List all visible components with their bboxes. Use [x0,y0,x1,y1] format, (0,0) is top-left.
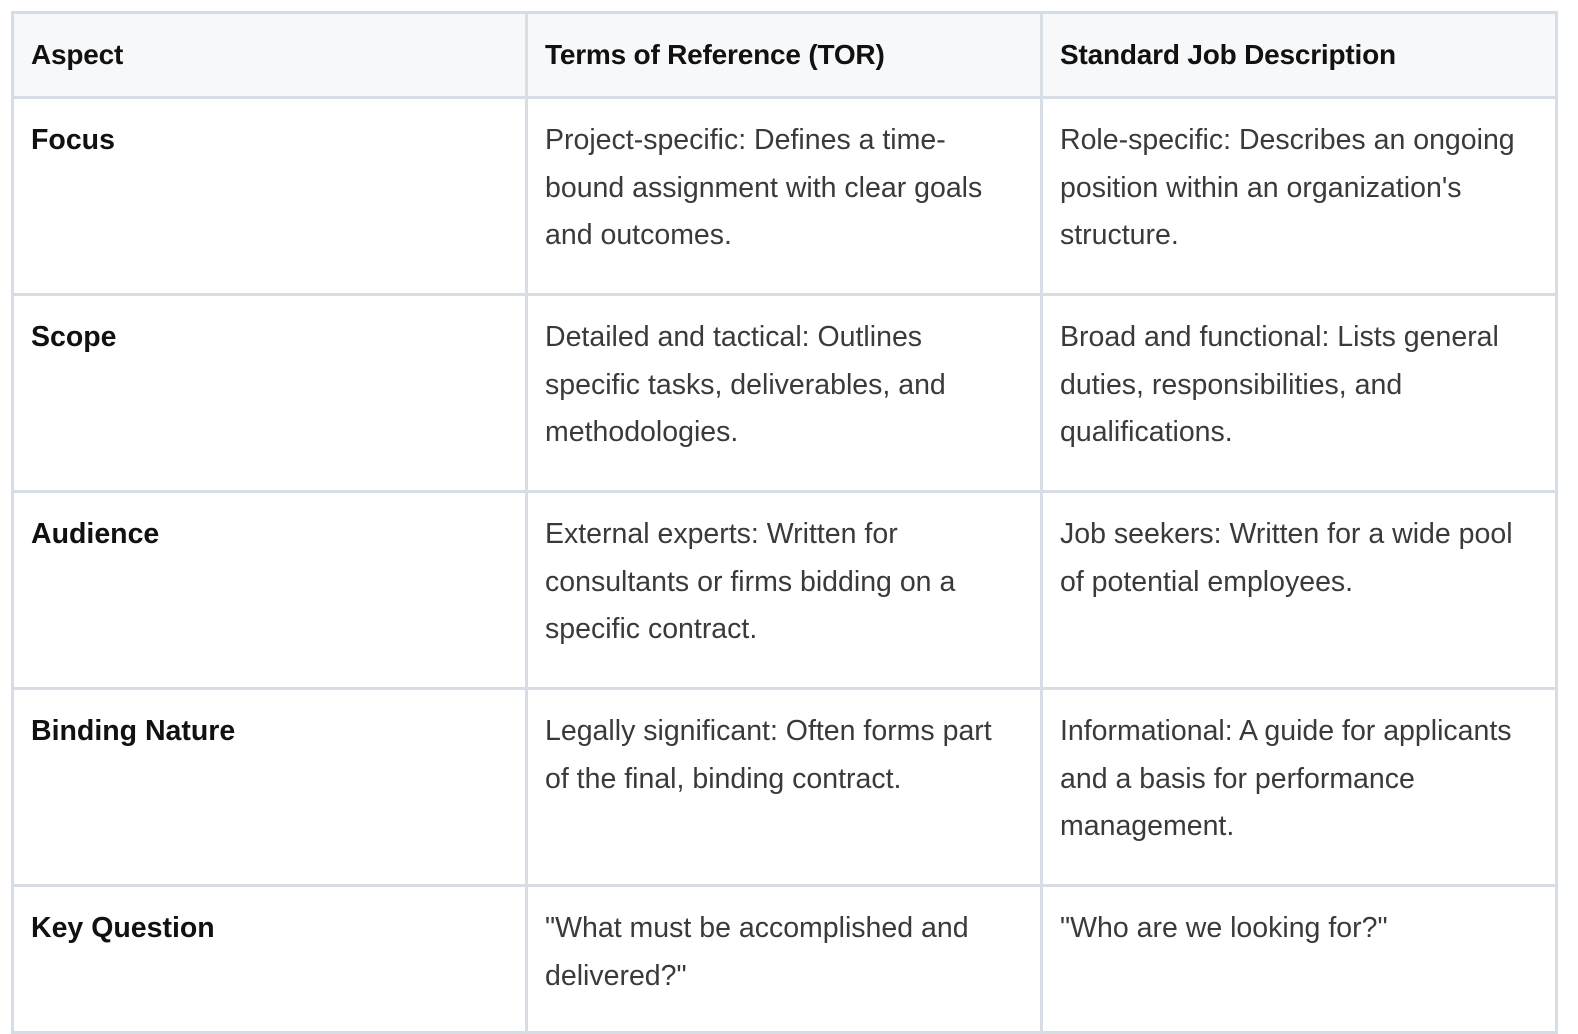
header-tor: Terms of Reference (TOR) [527,13,1042,98]
row-tor: Legally significant: Often forms part of the final, binding contract. [527,689,1042,886]
table-row [13,98,1557,295]
row-job-description: Role-specific: Describes an ongoing position within an organization's structure. [1042,98,1557,295]
table-row [13,689,1557,886]
table-body [13,98,1557,1033]
row-aspect [13,492,527,689]
table-row [13,295,1557,492]
row-aspect [13,98,527,295]
row-job-description: "Who are we looking for?" [1042,886,1557,1033]
header-row [13,13,1557,98]
row-aspect-label: Audience [31,518,160,550]
row-job-description: Informational: A guide for applicants and a basis for performance management. [1042,689,1557,886]
row-aspect-label: Binding Nature [31,715,236,747]
header-job-description: Standard Job Description [1042,13,1557,98]
header-aspect: Aspect [13,13,527,98]
comparison-table-container [11,11,1555,1034]
row-job-description: Job seekers: Written for a wide pool of potential employees. [1042,492,1557,689]
row-aspect [13,886,527,1033]
row-tor: External experts: Written for consultants or firms bidding on a specific contract. [527,492,1042,689]
row-aspect-label: Key Question [31,912,215,944]
row-aspect-label: Scope [31,321,117,353]
row-tor: Project-specific: Defines a time-bound assignment with clear goals and outcomes. [527,98,1042,295]
row-tor: Detailed and tactical: Outlines specific tasks, deliverables, and methodologies. [527,295,1042,492]
row-job-description: Broad and functional: Lists general duties, responsibilities, and qualifications. [1042,295,1557,492]
row-aspect [13,689,527,886]
table-header [13,13,1557,98]
table-row [13,492,1557,689]
table-row [13,886,1557,1033]
comparison-table [11,11,1558,1034]
row-tor: "What must be accomplished and delivered?" [527,886,1042,1033]
row-aspect [13,295,527,492]
row-aspect-label: Focus [31,124,115,156]
